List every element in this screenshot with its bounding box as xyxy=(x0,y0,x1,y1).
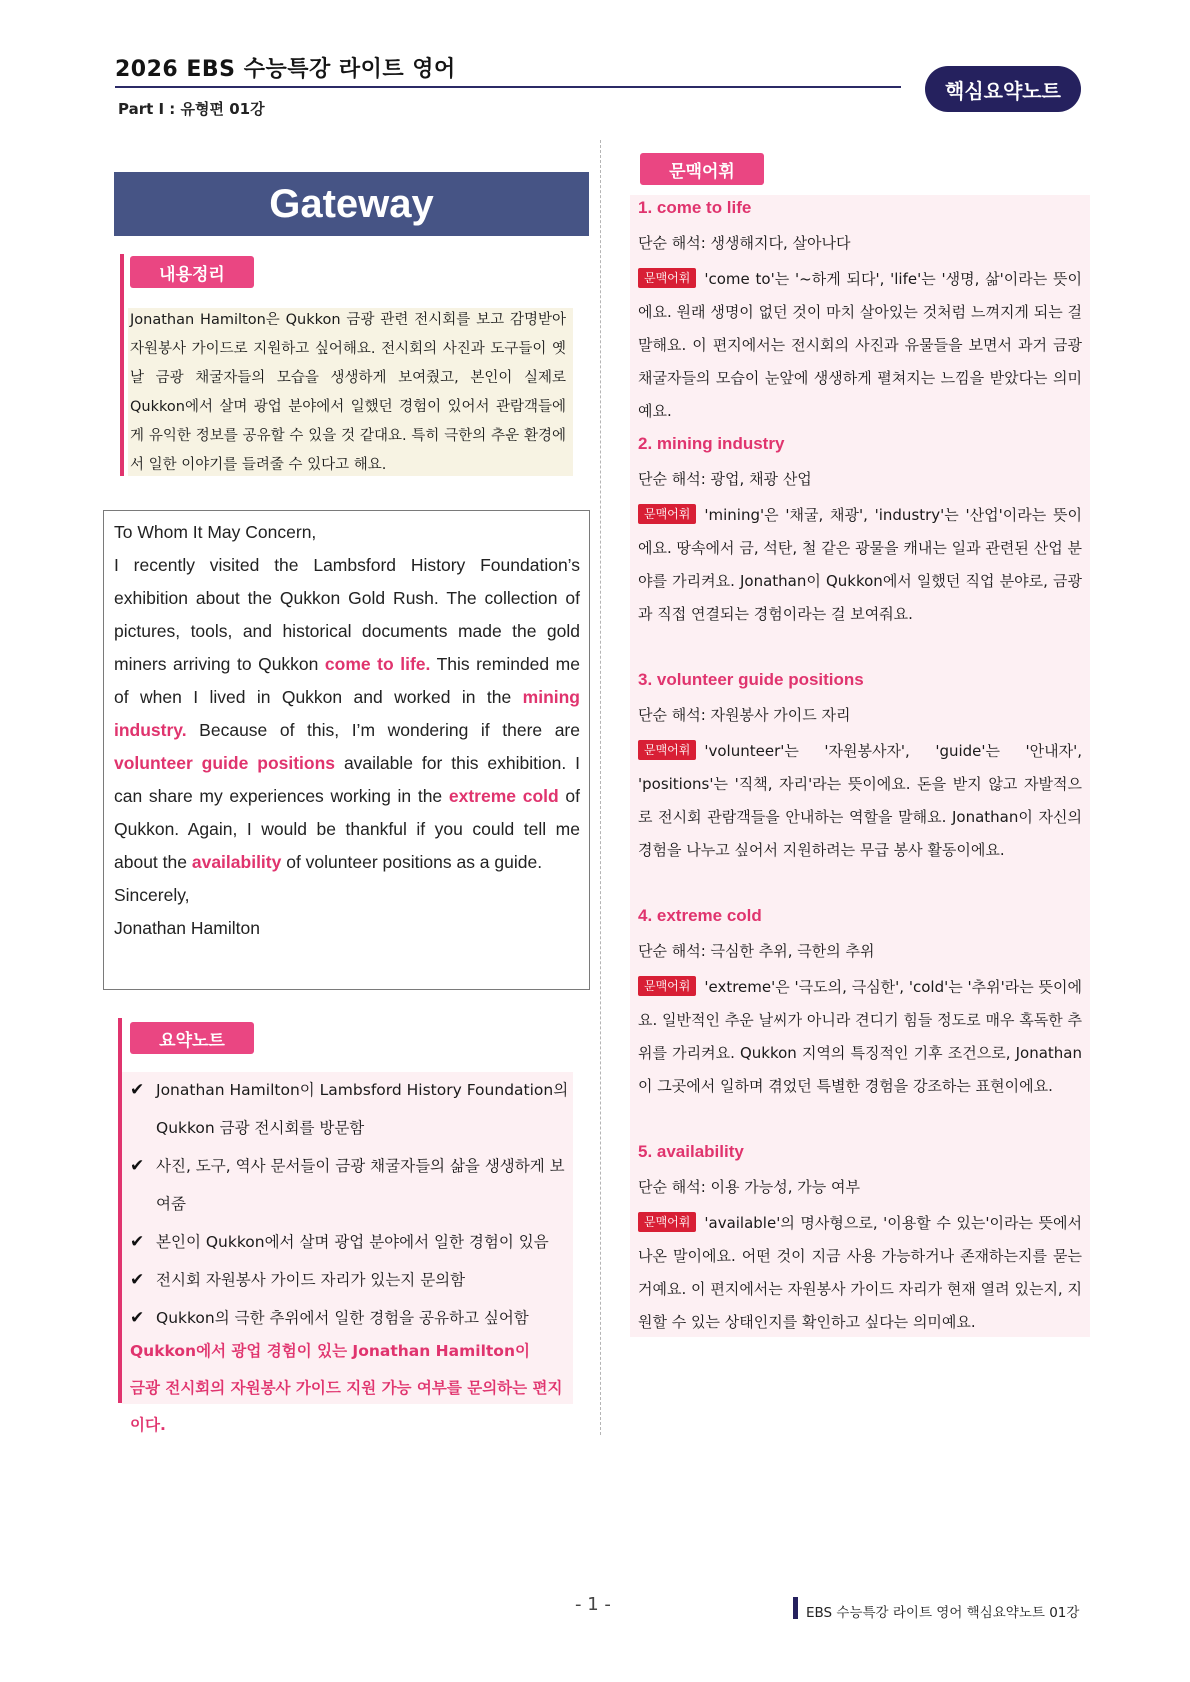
notes-list xyxy=(130,1071,570,1337)
keyword-volunteer-guide-positions: volunteer guide positions xyxy=(114,753,336,773)
vocab-title-5: 5. availability xyxy=(638,1142,744,1161)
list-item: ✔ 본인이 Qukkon에서 살며 광업 분야에서 일한 경험이 있음 xyxy=(130,1223,570,1261)
summary-accent-bar xyxy=(120,254,124,476)
keyword-extreme-cold: extreme cold xyxy=(448,786,559,806)
check-icon: ✔ xyxy=(130,1156,145,1176)
letter-closing: Sincerely, xyxy=(114,885,190,905)
vocab-title-1: 1. come to life xyxy=(638,198,752,217)
letter-body: I recently visited the Lambsford History Foundation’s exhibition about the Qukkon Gold Rush. The collection of pictures, tools, and historical documents made the gold miners arriving to Qukkon come to life. This reminded me of when I lived in Qukkon and worked in the mining industry. Because of this, I’m wondering if there are volunteer guide positions available for this exhibition. I can share my experiences working in the extreme cold of Qukkon. Again, I would be thankful if you could tell me about the availability of volunteer positions as a guide. xyxy=(114,555,580,872)
footer-text: EBS 수능특강 라이트 영어 핵심요약노트 01강 xyxy=(806,1605,1080,1621)
list-item: ✔ 전시회 자원봉사 가이드 자리가 있는지 문의함 xyxy=(130,1261,570,1299)
vocab-label: 문맥어휘 xyxy=(640,153,764,185)
check-icon: ✔ xyxy=(130,1232,145,1252)
list-item: ✔ 사진, 도구, 역사 문서들이 금광 채굴자들의 삶을 생생하게 보여줌 xyxy=(130,1147,570,1223)
context-tag: 문맥어휘 xyxy=(638,740,696,760)
header-rule xyxy=(115,86,901,88)
document-title: 2026 EBS 수능특강 라이트 영어 xyxy=(115,57,456,82)
keyword-availability: availability xyxy=(191,852,282,872)
vocab-body-5: 문맥어휘 'available'의 명사형으로, '이용할 수 있는'이라는 뜻에서 나온 말이에요. 어떤 것이 지금 사용 가능하거나 존재하는지를 묻는 거예요. 이 편지에서는 자원봉사 가이드 자리가 현재 열려 있는지, 지원할 수 있는 상태인지를 확인하고 싶다는 의미예요. xyxy=(638,1214,1082,1331)
letter-text xyxy=(114,516,580,945)
context-tag: 문맥어휘 xyxy=(638,976,696,996)
context-tag: 문맥어휘 xyxy=(638,268,696,288)
check-icon: ✔ xyxy=(130,1080,145,1100)
notes-label: 요약노트 xyxy=(130,1022,254,1054)
column-divider xyxy=(600,140,601,1435)
notes-conclusion: Qukkon에서 광업 경험이 있는 Jonathan Hamilton이 금광 전시회의 자원봉사 가이드 지원 가능 여부를 문의하는 편지이다. xyxy=(130,1342,563,1434)
letter-greeting: To Whom It May Concern, xyxy=(114,522,317,542)
list-item: ✔ Qukkon의 극한 추위에서 일한 경험을 공유하고 싶어함 xyxy=(130,1299,570,1337)
footer-accent-bar xyxy=(793,1597,798,1619)
vocab-def-4: 단순 해석: 극심한 추위, 극한의 추위 xyxy=(638,942,875,960)
vocab-body-1: 문맥어휘 'come to'는 '~하게 되다', 'life'는 '생명, 삶'이라는 뜻이에요. 원래 생명이 없던 것이 마치 살아있는 것처럼 느껴지게 되는 걸 말해요. 이 편지에서는 전시회의 사진과 유물들을 보면서 과거 금광 채굴자들의 모습이 눈앞에 생생하게 펼쳐지는 느낌을 받았다는 의미예요. xyxy=(638,270,1082,420)
vocab-title-3: 3. volunteer guide positions xyxy=(638,670,864,689)
check-icon: ✔ xyxy=(130,1308,145,1328)
context-tag: 문맥어휘 xyxy=(638,504,696,524)
summary-label: 내용정리 xyxy=(130,256,254,288)
vocab-def-5: 단순 해석: 이용 가능성, 가능 여부 xyxy=(638,1178,861,1196)
list-item: ✔ Jonathan Hamilton이 Lambsford History Foundation의 Qukkon 금광 전시회를 방문함 xyxy=(130,1071,570,1147)
gateway-banner: Gateway xyxy=(114,172,589,236)
context-tag: 문맥어휘 xyxy=(638,1212,696,1232)
letter-signature: Jonathan Hamilton xyxy=(114,918,260,938)
vocab-body-2: 문맥어휘 'mining'은 '채굴, 채광', 'industry'는 '산업'이라는 뜻이에요. 땅속에서 금, 석탄, 철 같은 광물을 캐내는 일과 관련된 산업 분야를 가리켜요. Jonathan이 Qukkon에서 일했던 직업 분야로, 금광과 직접 연결되는 경험이라는 걸 보여줘요. xyxy=(638,506,1082,623)
check-icon: ✔ xyxy=(130,1270,145,1290)
vocab-def-1: 단순 해석: 생생해지다, 살아나다 xyxy=(638,234,851,252)
core-summary-badge: 핵심요약노트 xyxy=(925,66,1081,112)
page-number: - 1 - xyxy=(575,1594,611,1615)
vocab-body-4: 문맥어휘 'extreme'은 '극도의, 극심한', 'cold'는 '추위'라는 뜻이에요. 일반적인 추운 날씨가 아니라 견디기 힘들 정도로 매우 혹독한 추위를 가리켜요. Qukkon 지역의 특징적인 기후 조건으로, Jonathan이 그곳에서 일하며 겪었던 특별한 경험을 강조하는 표현이에요. xyxy=(638,978,1082,1095)
keyword-come-to-life: come to life. xyxy=(324,654,431,674)
vocab-title-2: 2. mining industry xyxy=(638,434,785,453)
keyword-mining-industry: mining industry. xyxy=(114,687,580,740)
vocab-title-4: 4. extreme cold xyxy=(638,906,762,925)
document-subtitle: Part Ⅰ : 유형편 01강 xyxy=(118,100,265,118)
summary-text: Jonathan Hamilton은 Qukkon 금광 관련 전시회를 보고 감명받아 자원봉사 가이드로 지원하고 싶어해요. 전시회의 사진과 도구들이 옛날 금광 채굴자들의 모습을 생생하게 보여줬고, 본인이 실제로 Qukkon에서 살며 광업 분야에서 일했던 경험이 있어서 관람객들에게 유익한 정보를 공유할 수 있을 것 같대요. 특히 극한의 추운 환경에서 일한 이야기를 들려줄 수 있다고 해요. xyxy=(130,312,566,473)
vocab-def-3: 단순 해석: 자원봉사 가이드 자리 xyxy=(638,706,851,724)
vocab-def-2: 단순 해석: 광업, 채광 산업 xyxy=(638,470,812,488)
vocab-body-3: 문맥어휘 'volunteer'는 '자원봉사자', 'guide'는 '안내자', 'positions'는 '직책, 자리'라는 뜻이에요. 돈을 받지 않고 자발적으로 전시회 관람객들을 안내하는 역할을 말해요. Jonathan이 자신의 경험을 나누고 싶어서 지원하려는 무급 봉사 활동이에요. xyxy=(638,742,1082,859)
